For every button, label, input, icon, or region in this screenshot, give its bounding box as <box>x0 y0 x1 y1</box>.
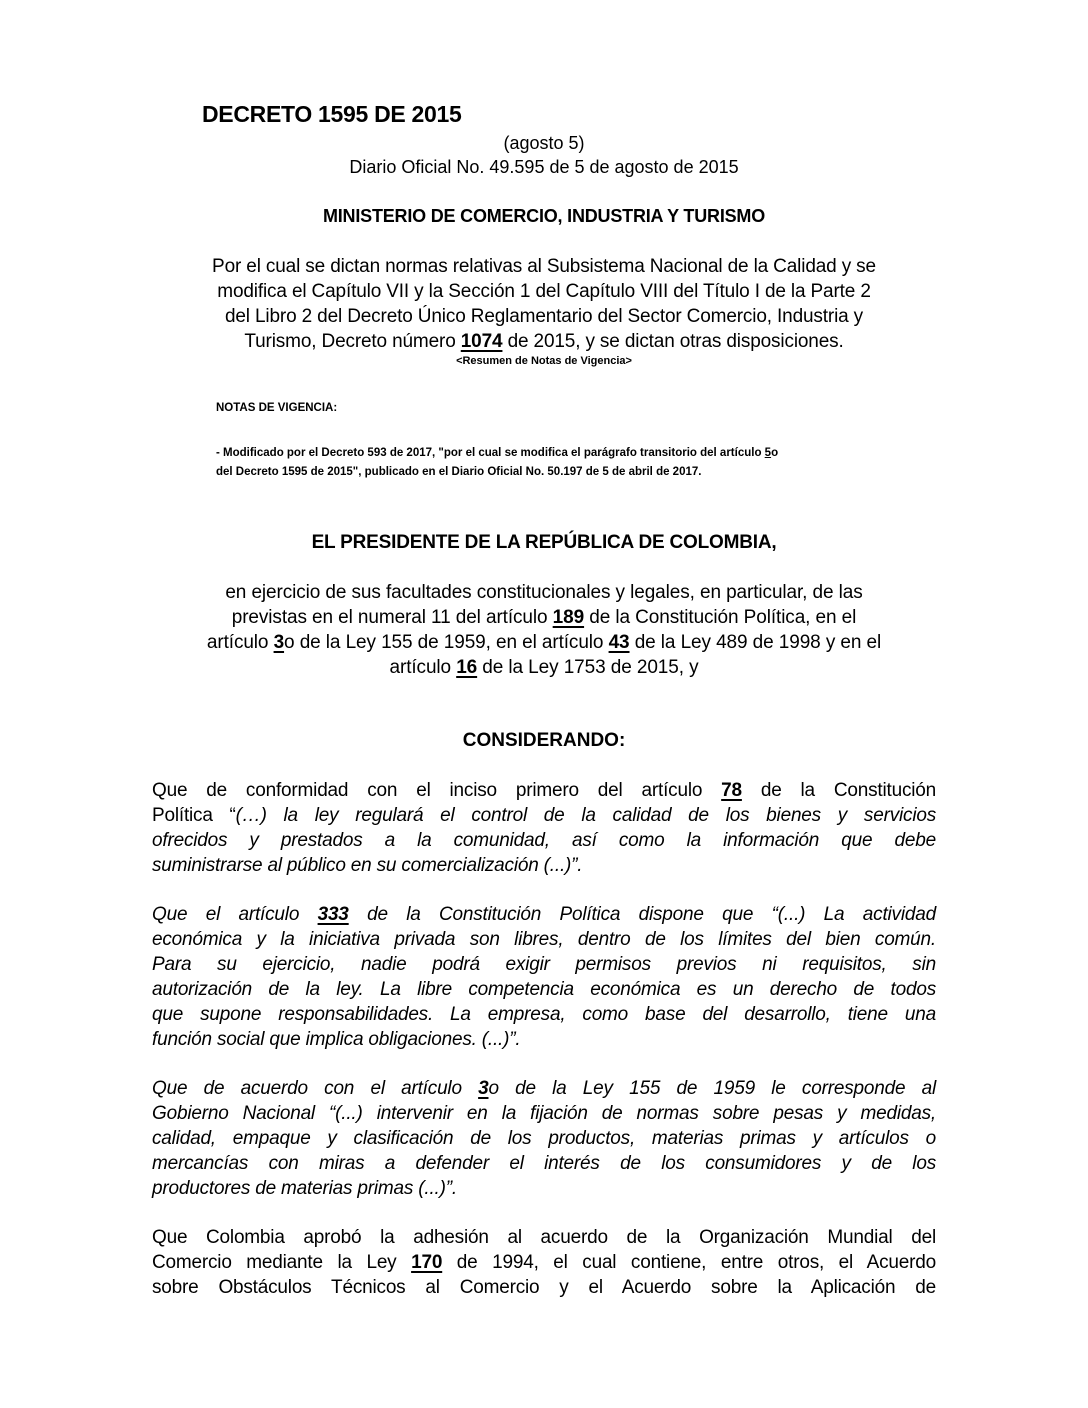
paragraph-line: autorización de la ley. La libre competencia económica es un derecho de todos <box>152 979 936 1000</box>
notes-title: NOTAS DE VIGENCIA: <box>216 402 338 414</box>
text: de la Constitución <box>741 780 936 801</box>
facultades-line <box>140 655 948 680</box>
text: de la Constitución Política, en el <box>584 607 857 628</box>
facultades-line <box>140 605 948 630</box>
decree-title: DECRETO 1595 DE 2015 <box>202 101 462 127</box>
text: Política “ <box>152 805 236 826</box>
considerando-paragraph-3 <box>152 1076 936 1201</box>
text: Que el artículo <box>152 904 318 925</box>
diario-oficial: Diario Oficial No. 49.595 de 5 de agosto de 2015 <box>349 157 739 177</box>
paragraph-line: sobre Obstáculos Técnicos al Comercio y el Acuerdo sobre la Aplicación de <box>152 1277 936 1298</box>
paragraph-line: mercancías con miras a defender el interés de los consumidores y de los <box>152 1153 936 1174</box>
notes-body <box>216 444 916 482</box>
president-heading: EL PRESIDENTE DE LA REPÚBLICA DE COLOMBIA, <box>311 532 777 553</box>
paragraph-line <box>152 803 936 828</box>
text: de la Constitución Política dispone que “(...) La actividad <box>348 904 936 925</box>
considerando-paragraph-4 <box>152 1225 936 1300</box>
law-170-link[interactable]: 170 <box>411 1252 443 1273</box>
notes-text: o <box>771 447 779 459</box>
notes-line <box>216 444 916 463</box>
considerando-paragraph-2 <box>152 902 936 1052</box>
paragraph-line: Que Colombia aprobó la adhesión al acuerdo de la Organización Mundial del <box>152 1227 936 1248</box>
summary-line <box>140 329 948 354</box>
paragraph-line: función social que implica obligaciones. (...)”. <box>152 1029 521 1050</box>
summary-line: modifica el Capítulo VII y la Sección 1 del Capítulo VIII del Título I de la Parte 2 <box>217 281 871 302</box>
paragraph-line <box>152 1250 936 1275</box>
ministry-heading: MINISTERIO DE COMERCIO, INDUSTRIA Y TURISMO <box>322 206 766 226</box>
paragraph-line: Para su ejercicio, nadie podrá exigir permisos previos ni requisitos, sin <box>152 954 936 975</box>
paragraph-line: económica y la iniciativa privada son libres, dentro de los límites del bien común. <box>152 929 936 950</box>
quote-text: (…) la ley regulará el control de la calidad de los bienes y servicios <box>235 805 937 826</box>
article-43-link[interactable]: 43 <box>608 632 630 653</box>
facultades-line <box>140 630 948 655</box>
facultades-paragraph <box>140 580 948 680</box>
text: previstas en el numeral 11 del artículo <box>231 607 553 628</box>
facultades-line: en ejercicio de sus facultades constitucionales y legales, en particular, de las <box>225 582 863 603</box>
resumen-notas-link[interactable]: <Resumen de Notas de Vigencia> <box>456 355 632 367</box>
paragraph-line: ofrecidos y prestados a la comunidad, así como la información que debe <box>152 830 936 851</box>
decree-date: (agosto 5) <box>503 133 585 153</box>
text: de 1994, el cual contiene, entre otros, el Acuerdo <box>442 1252 936 1273</box>
considerando-paragraph-1 <box>152 778 936 878</box>
text: o de la Ley 155 de 1959 le corresponde al <box>488 1078 936 1099</box>
summary-text: Turismo, Decreto número <box>244 331 461 352</box>
text: de la Ley 1753 de 2015, y <box>477 657 699 678</box>
notes-text: - Modificado por el Decreto 593 de 2017, "por el cual se modifica el parágrafo transitorio del artículo <box>216 447 765 459</box>
article-333-link[interactable]: 333 <box>317 904 349 925</box>
paragraph-line: productores de materias primas (...)”. <box>152 1178 457 1199</box>
article-3-link[interactable]: 3 <box>478 1078 489 1099</box>
article-5-link[interactable]: 5 <box>764 447 772 459</box>
text: de la Ley 489 de 1998 y en el <box>629 632 882 653</box>
text: artículo <box>389 657 457 678</box>
summary-text: de 2015, y se dictan otras disposiciones. <box>502 331 844 352</box>
text: o de la Ley 155 de 1959, en el artículo <box>284 632 609 653</box>
notes-line: del Decreto 1595 de 2015", publicado en el Diario Oficial No. 50.197 de 5 de abril de 2017. <box>216 466 702 478</box>
article-3-link[interactable]: 3 <box>273 632 285 653</box>
paragraph-line <box>152 778 936 803</box>
text: Que de conformidad con el inciso primero del artículo <box>152 780 722 801</box>
summary-line: Por el cual se dictan normas relativas al Subsistema Nacional de la Calidad y se <box>212 256 876 277</box>
paragraph-line <box>152 902 936 927</box>
article-189-link[interactable]: 189 <box>552 607 585 628</box>
text: Comercio mediante la Ley <box>152 1252 412 1273</box>
summary-line: del Libro 2 del Decreto Único Reglamentario del Sector Comercio, Industria y <box>224 306 864 327</box>
article-16-link[interactable]: 16 <box>456 657 478 678</box>
considerando-heading: CONSIDERANDO: <box>462 730 626 751</box>
decree-1074-link[interactable]: 1074 <box>460 331 503 352</box>
paragraph-line: Gobierno Nacional “(...) intervenir en la fijación de normas sobre pesas y medidas, <box>152 1103 936 1124</box>
decree-summary <box>140 254 948 354</box>
text: artículo <box>206 632 274 653</box>
paragraph-line: que supone responsabilidades. La empresa, como base del desarrollo, tiene una <box>152 1004 936 1025</box>
paragraph-line: calidad, empaque y clasificación de los productos, materias primas y artículos o <box>152 1128 936 1149</box>
text: Que de acuerdo con el artículo <box>152 1078 479 1099</box>
paragraph-line <box>152 1076 936 1101</box>
paragraph-line: suministrarse al público en su comercialización (...)”. <box>152 855 583 876</box>
article-78-link[interactable]: 78 <box>721 780 742 801</box>
